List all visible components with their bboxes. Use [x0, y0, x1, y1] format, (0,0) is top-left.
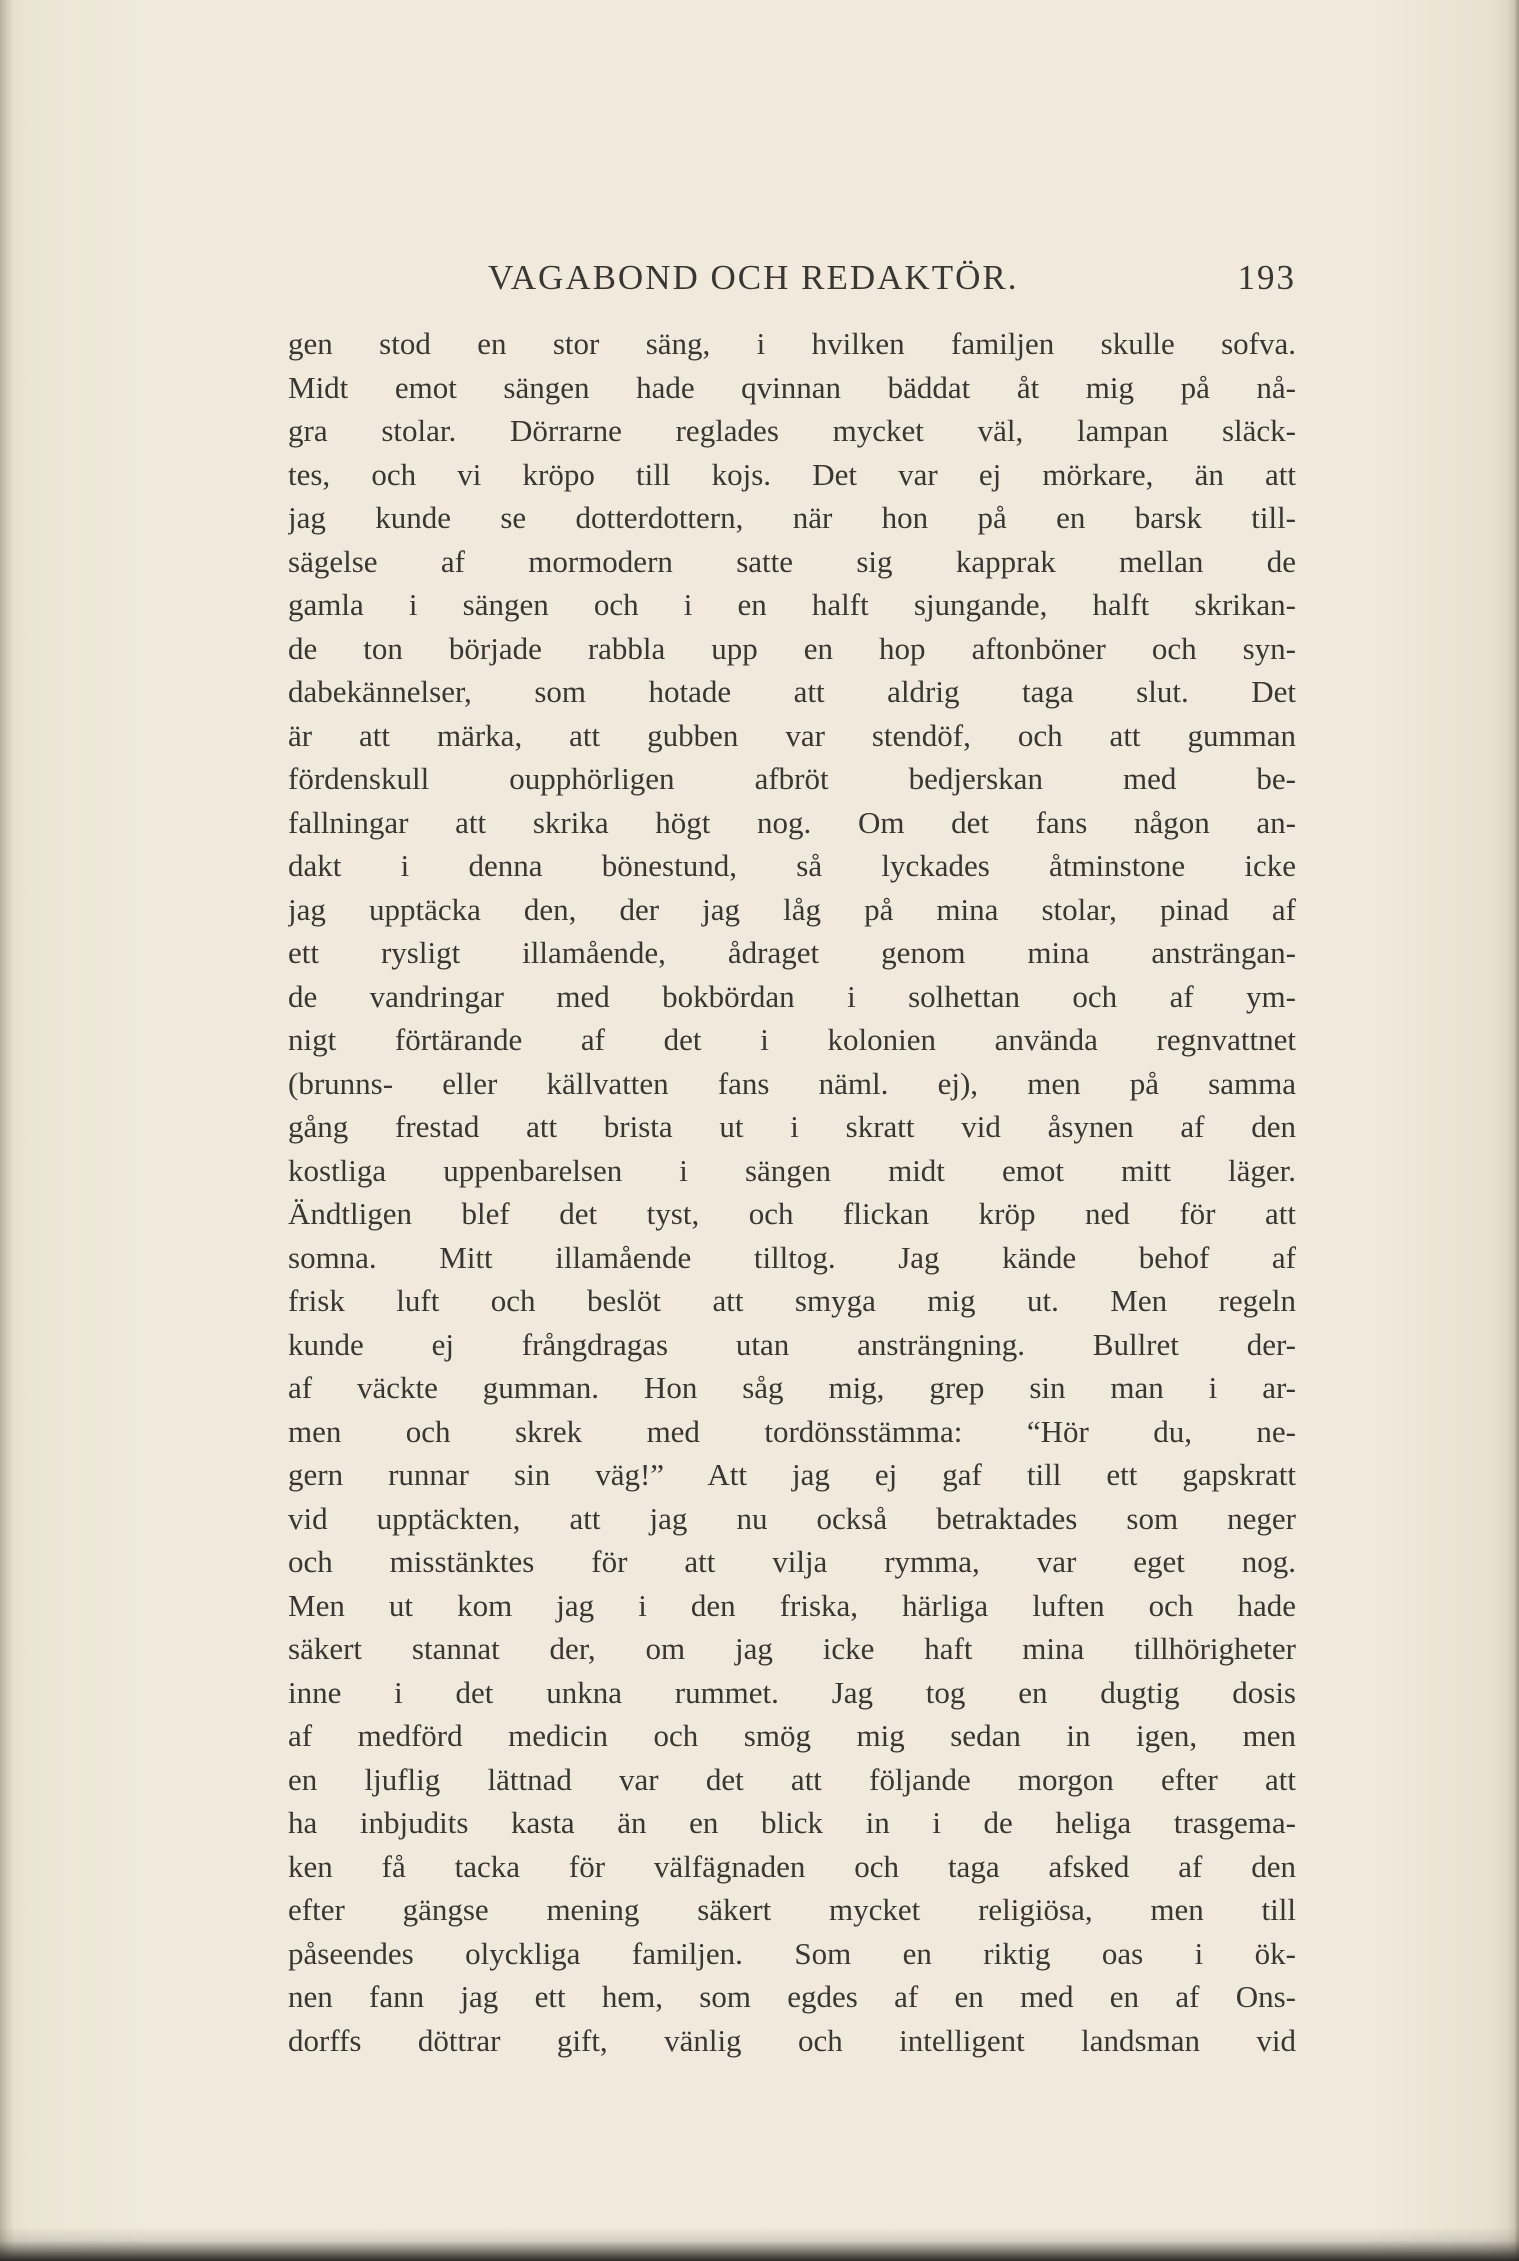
text-line: påseendes olyckliga familjen. Som en riktig oas i ök- [288, 1935, 1296, 1971]
text-line: dakt i denna bönestund, så lyckades åtminstone icke [288, 848, 1296, 883]
text-line: af medförd medicin och smög mig sedan in igen, men [288, 1718, 1296, 1753]
text-line: gamla i sängen och i en halft sjungande, halft skrikan- [288, 587, 1296, 622]
text-line: jag kunde se dotterdottern, när hon på en barsk till- [288, 500, 1296, 535]
text-line: jag upptäcka den, der jag låg på mina stolar, pinad af [288, 891, 1296, 927]
text-line: ha inbjudits kasta än en blick in i de heliga trasgema- [288, 1805, 1296, 1840]
text-line: ett rysligt illamående, ådraget genom mina ansträngan- [288, 935, 1296, 970]
page-right-edge [1507, 0, 1519, 2261]
text-line: dabekännelser, som hotade att aldrig taga slut. Det [288, 674, 1296, 709]
body-text [288, 322, 1296, 2062]
text-line: de ton började rabbla upp en hop aftonböner och syn- [288, 630, 1296, 666]
text-line: vid upptäckten, att jag nu också betraktades som neger [288, 1500, 1296, 1536]
text-line: somna. Mitt illamående tilltog. Jag kände behof af [288, 1239, 1296, 1275]
text-line: Ändtligen blef det tyst, och flickan kröp ned för att [288, 1196, 1296, 1231]
page-gutter-edge [0, 0, 14, 2261]
text-line: dorffs döttrar gift, vänlig och intelligent landsman vid [288, 2022, 1296, 2058]
text-line: kunde ej frångdragas utan ansträngning. Bullret der- [288, 1326, 1296, 1362]
text-line: gen stod en stor säng, i hvilken familjen skulle sofva. [288, 326, 1296, 361]
text-line: de vandringar med bokbördan i solhettan och af ym- [288, 978, 1296, 1014]
bottom-edge-shadow [0, 2227, 1519, 2261]
running-header [288, 250, 1296, 310]
text-line: fallningar att skrika högt nog. Om det fans någon an- [288, 804, 1296, 840]
text-line: fördenskull oupphörligen afbröt bedjerskan med be- [288, 761, 1296, 796]
text-line: är att märka, att gubben var stendöf, och att gumman [288, 717, 1296, 753]
running-title: VAGABOND OCH REDAKTÖR. [488, 258, 1019, 297]
text-line: frisk luft och beslöt att smyga mig ut. Men regeln [288, 1283, 1296, 1318]
text-line: gra stolar. Dörrarne reglades mycket väl, lampan släck- [288, 413, 1296, 448]
text-line: ken få tacka för välfägnaden och taga afsked af den [288, 1848, 1296, 1884]
text-line: Men ut kom jag i den friska, härliga luften och hade [288, 1587, 1296, 1623]
text-line: sägelse af mormodern satte sig kapprak mellan de [288, 543, 1296, 579]
text-line: Midt emot sängen hade qvinnan bäddat åt mig på nå- [288, 369, 1296, 405]
text-line: inne i det unkna rummet. Jag tog en dugtig dosis [288, 1674, 1296, 1710]
text-line: af väckte gumman. Hon såg mig, grep sin man i ar- [288, 1370, 1296, 1405]
text-line: (brunns- eller källvatten fans näml. ej), men på samma [288, 1065, 1296, 1101]
text-line: men och skrek med tordönsstämma: “Hör du, ne- [288, 1413, 1296, 1449]
text-line: gång frestad att brista ut i skratt vid åsynen af den [288, 1109, 1296, 1144]
text-line: nigt förtärande af det i kolonien använda regnvattnet [288, 1022, 1296, 1057]
text-line: gern runnar sin väg!” Att jag ej gaf till ett gapskratt [288, 1457, 1296, 1492]
text-line: kostliga uppenbarelsen i sängen midt emot mitt läger. [288, 1152, 1296, 1188]
text-line: nen fann jag ett hem, som egdes af en med en af Ons- [288, 1979, 1296, 2014]
text-line: säkert stannat der, om jag icke haft mina tillhörigheter [288, 1631, 1296, 1666]
text-line: tes, och vi kröpo till kojs. Det var ej mörkare, än att [288, 456, 1296, 492]
text-line: och misstänktes för att vilja rymma, var eget nog. [288, 1544, 1296, 1579]
page-number: 193 [1237, 258, 1296, 297]
text-line: efter gängse mening säkert mycket religiösa, men till [288, 1892, 1296, 1927]
text-line: en ljuflig lättnad var det att följande morgon efter att [288, 1761, 1296, 1797]
